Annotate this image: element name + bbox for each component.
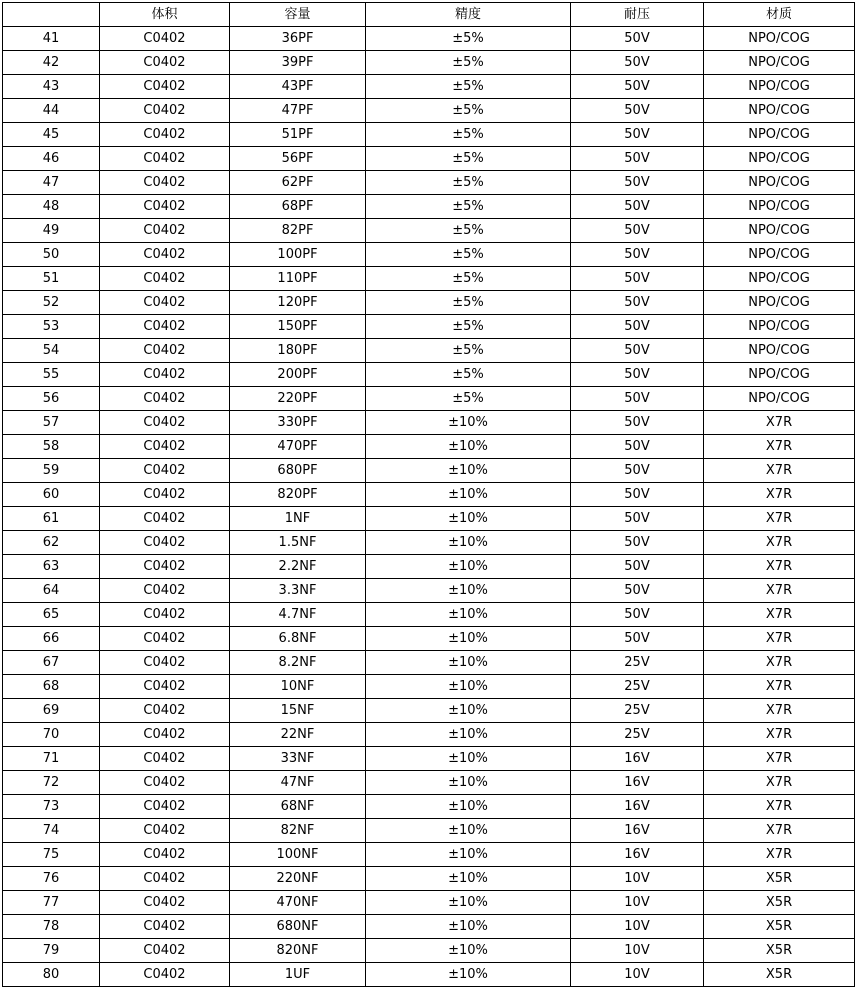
cell-size: C0402 [100,771,230,795]
cell-index: 59 [3,459,100,483]
table-row [3,939,855,963]
cell-size: C0402 [100,123,230,147]
cell-tolerance: ±5% [366,315,571,339]
cell-tolerance: ±10% [366,651,571,675]
cell-tolerance: ±10% [366,963,571,987]
cell-material: X7R [704,627,855,651]
cell-index: 62 [3,531,100,555]
cell-capacitance: 33NF [230,747,366,771]
cell-index: 75 [3,843,100,867]
cell-index: 42 [3,51,100,75]
cell-tolerance: ±10% [366,771,571,795]
cell-material: X7R [704,507,855,531]
cell-size: C0402 [100,555,230,579]
cell-voltage: 16V [571,795,704,819]
cell-tolerance: ±5% [366,363,571,387]
cell-index: 44 [3,99,100,123]
cell-tolerance: ±5% [366,195,571,219]
table-row [3,747,855,771]
cell-size: C0402 [100,363,230,387]
cell-material: X7R [704,747,855,771]
cell-capacitance: 68NF [230,795,366,819]
cell-material: X7R [704,531,855,555]
cell-size: C0402 [100,915,230,939]
cell-index: 57 [3,411,100,435]
cell-capacitance: 470NF [230,891,366,915]
table-row [3,435,855,459]
cell-capacitance: 1.5NF [230,531,366,555]
cell-index: 68 [3,675,100,699]
cell-index: 49 [3,219,100,243]
cell-size: C0402 [100,723,230,747]
cell-index: 43 [3,75,100,99]
cell-size: C0402 [100,387,230,411]
cell-voltage: 50V [571,243,704,267]
cell-index: 53 [3,315,100,339]
cell-tolerance: ±10% [366,747,571,771]
cell-size: C0402 [100,819,230,843]
cell-capacitance: 39PF [230,51,366,75]
cell-size: C0402 [100,531,230,555]
cell-capacitance: 100NF [230,843,366,867]
cell-tolerance: ±10% [366,915,571,939]
header-row [3,3,855,27]
cell-material: NPO/COG [704,339,855,363]
cell-voltage: 10V [571,963,704,987]
cell-tolerance: ±5% [366,147,571,171]
table-row [3,843,855,867]
cell-tolerance: ±10% [366,459,571,483]
header-index [3,3,100,27]
cell-voltage: 10V [571,891,704,915]
cell-index: 76 [3,867,100,891]
cell-voltage: 50V [571,459,704,483]
cell-material: NPO/COG [704,147,855,171]
cell-voltage: 50V [571,267,704,291]
cell-voltage: 50V [571,507,704,531]
cell-material: NPO/COG [704,363,855,387]
cell-tolerance: ±5% [366,267,571,291]
cell-material: X7R [704,555,855,579]
cell-size: C0402 [100,243,230,267]
cell-capacitance: 330PF [230,411,366,435]
cell-material: X7R [704,435,855,459]
cell-size: C0402 [100,411,230,435]
cell-capacitance: 2.2NF [230,555,366,579]
cell-capacitance: 36PF [230,27,366,51]
cell-capacitance: 62PF [230,171,366,195]
cell-material: NPO/COG [704,51,855,75]
cell-material: X7R [704,699,855,723]
table-row [3,531,855,555]
cell-size: C0402 [100,315,230,339]
cell-size: C0402 [100,147,230,171]
cell-tolerance: ±5% [366,243,571,267]
header-voltage: 耐压 [571,3,704,27]
cell-index: 66 [3,627,100,651]
cell-material: X7R [704,723,855,747]
cell-size: C0402 [100,99,230,123]
cell-capacitance: 8.2NF [230,651,366,675]
cell-size: C0402 [100,867,230,891]
cell-size: C0402 [100,843,230,867]
cell-tolerance: ±10% [366,795,571,819]
cell-tolerance: ±10% [366,411,571,435]
cell-tolerance: ±5% [366,27,571,51]
cell-voltage: 50V [571,99,704,123]
cell-voltage: 50V [571,171,704,195]
table-row [3,651,855,675]
cell-tolerance: ±5% [366,339,571,363]
cell-index: 69 [3,699,100,723]
cell-voltage: 50V [571,51,704,75]
capacitor-spec-table [2,2,855,987]
cell-material: NPO/COG [704,267,855,291]
cell-capacitance: 82NF [230,819,366,843]
cell-index: 55 [3,363,100,387]
table-row [3,699,855,723]
cell-tolerance: ±5% [366,99,571,123]
cell-tolerance: ±10% [366,435,571,459]
cell-voltage: 16V [571,747,704,771]
table-row [3,75,855,99]
cell-size: C0402 [100,675,230,699]
table-row [3,123,855,147]
table-row [3,339,855,363]
cell-voltage: 50V [571,339,704,363]
cell-index: 52 [3,291,100,315]
cell-size: C0402 [100,75,230,99]
cell-material: NPO/COG [704,75,855,99]
cell-capacitance: 47PF [230,99,366,123]
cell-material: X7R [704,459,855,483]
cell-tolerance: ±10% [366,867,571,891]
cell-capacitance: 470PF [230,435,366,459]
cell-tolerance: ±10% [366,507,571,531]
cell-index: 70 [3,723,100,747]
cell-tolerance: ±10% [366,579,571,603]
cell-material: NPO/COG [704,99,855,123]
cell-size: C0402 [100,51,230,75]
cell-capacitance: 680NF [230,915,366,939]
cell-material: X7R [704,603,855,627]
cell-tolerance: ±5% [366,219,571,243]
cell-index: 54 [3,339,100,363]
cell-capacitance: 56PF [230,147,366,171]
table-row [3,411,855,435]
cell-material: X5R [704,867,855,891]
cell-index: 67 [3,651,100,675]
cell-voltage: 50V [571,315,704,339]
cell-tolerance: ±5% [366,171,571,195]
cell-voltage: 50V [571,147,704,171]
cell-voltage: 50V [571,531,704,555]
cell-tolerance: ±10% [366,483,571,507]
cell-index: 60 [3,483,100,507]
cell-tolerance: ±5% [366,75,571,99]
cell-size: C0402 [100,699,230,723]
table-row [3,771,855,795]
cell-voltage: 50V [571,219,704,243]
cell-voltage: 50V [571,27,704,51]
cell-material: X7R [704,651,855,675]
cell-voltage: 10V [571,915,704,939]
cell-tolerance: ±10% [366,603,571,627]
cell-size: C0402 [100,507,230,531]
cell-capacitance: 110PF [230,267,366,291]
cell-index: 46 [3,147,100,171]
cell-voltage: 25V [571,699,704,723]
cell-voltage: 25V [571,675,704,699]
cell-material: X7R [704,795,855,819]
table-row [3,459,855,483]
cell-tolerance: ±5% [366,123,571,147]
cell-material: X7R [704,675,855,699]
cell-material: NPO/COG [704,243,855,267]
cell-material: X5R [704,963,855,987]
cell-index: 78 [3,915,100,939]
header-tolerance: 精度 [366,3,571,27]
cell-voltage: 50V [571,195,704,219]
cell-size: C0402 [100,891,230,915]
table-row [3,171,855,195]
table-row [3,315,855,339]
cell-voltage: 50V [571,411,704,435]
cell-capacitance: 3.3NF [230,579,366,603]
cell-tolerance: ±10% [366,891,571,915]
table-row [3,675,855,699]
cell-size: C0402 [100,483,230,507]
cell-material: NPO/COG [704,219,855,243]
cell-index: 71 [3,747,100,771]
cell-voltage: 10V [571,939,704,963]
cell-voltage: 25V [571,651,704,675]
cell-material: X7R [704,411,855,435]
cell-capacitance: 820NF [230,939,366,963]
cell-index: 65 [3,603,100,627]
cell-capacitance: 150PF [230,315,366,339]
cell-material: NPO/COG [704,27,855,51]
cell-size: C0402 [100,171,230,195]
header-capacitance: 容量 [230,3,366,27]
cell-tolerance: ±5% [366,387,571,411]
table-row [3,483,855,507]
table-row [3,147,855,171]
table-row [3,819,855,843]
cell-capacitance: 22NF [230,723,366,747]
cell-index: 73 [3,795,100,819]
table-row [3,195,855,219]
cell-material: X7R [704,819,855,843]
cell-size: C0402 [100,795,230,819]
cell-size: C0402 [100,747,230,771]
cell-size: C0402 [100,939,230,963]
cell-index: 41 [3,27,100,51]
cell-voltage: 10V [571,867,704,891]
cell-capacitance: 220NF [230,867,366,891]
cell-voltage: 50V [571,363,704,387]
cell-index: 61 [3,507,100,531]
cell-capacitance: 10NF [230,675,366,699]
table-row [3,963,855,987]
cell-capacitance: 6.8NF [230,627,366,651]
cell-size: C0402 [100,339,230,363]
cell-capacitance: 47NF [230,771,366,795]
cell-material: X7R [704,843,855,867]
table-row [3,603,855,627]
cell-tolerance: ±10% [366,939,571,963]
table-row [3,891,855,915]
cell-voltage: 50V [571,603,704,627]
table-row [3,51,855,75]
cell-index: 50 [3,243,100,267]
cell-material: X7R [704,771,855,795]
cell-capacitance: 180PF [230,339,366,363]
cell-capacitance: 51PF [230,123,366,147]
table-row [3,387,855,411]
cell-tolerance: ±10% [366,699,571,723]
cell-material: NPO/COG [704,123,855,147]
cell-index: 64 [3,579,100,603]
cell-capacitance: 43PF [230,75,366,99]
cell-capacitance: 15NF [230,699,366,723]
cell-index: 47 [3,171,100,195]
header-material: 材质 [704,3,855,27]
table-row [3,507,855,531]
cell-voltage: 50V [571,483,704,507]
cell-tolerance: ±5% [366,51,571,75]
cell-size: C0402 [100,435,230,459]
cell-size: C0402 [100,27,230,51]
table-row [3,291,855,315]
cell-capacitance: 680PF [230,459,366,483]
cell-size: C0402 [100,459,230,483]
cell-capacitance: 220PF [230,387,366,411]
cell-capacitance: 1UF [230,963,366,987]
cell-index: 56 [3,387,100,411]
table-row [3,579,855,603]
cell-capacitance: 200PF [230,363,366,387]
table-row [3,243,855,267]
cell-tolerance: ±10% [366,723,571,747]
cell-index: 80 [3,963,100,987]
cell-index: 51 [3,267,100,291]
cell-voltage: 50V [571,75,704,99]
table-row [3,627,855,651]
cell-material: X7R [704,483,855,507]
header-size: 体积 [100,3,230,27]
cell-capacitance: 1NF [230,507,366,531]
cell-size: C0402 [100,579,230,603]
cell-index: 77 [3,891,100,915]
table-body [3,27,855,987]
cell-size: C0402 [100,219,230,243]
cell-material: NPO/COG [704,387,855,411]
cell-voltage: 50V [571,579,704,603]
table-row [3,267,855,291]
cell-index: 79 [3,939,100,963]
table-row [3,99,855,123]
cell-voltage: 50V [571,123,704,147]
cell-voltage: 50V [571,387,704,411]
cell-voltage: 16V [571,771,704,795]
cell-size: C0402 [100,195,230,219]
cell-capacitance: 820PF [230,483,366,507]
cell-size: C0402 [100,963,230,987]
table-row [3,219,855,243]
cell-tolerance: ±10% [366,627,571,651]
cell-material: NPO/COG [704,195,855,219]
cell-index: 45 [3,123,100,147]
cell-tolerance: ±10% [366,819,571,843]
cell-voltage: 50V [571,435,704,459]
cell-voltage: 50V [571,555,704,579]
table-row [3,867,855,891]
cell-index: 74 [3,819,100,843]
cell-material: NPO/COG [704,291,855,315]
cell-material: NPO/COG [704,315,855,339]
cell-size: C0402 [100,627,230,651]
cell-capacitance: 68PF [230,195,366,219]
cell-voltage: 25V [571,723,704,747]
table-row [3,723,855,747]
cell-material: X5R [704,915,855,939]
cell-capacitance: 82PF [230,219,366,243]
cell-voltage: 50V [571,627,704,651]
cell-index: 63 [3,555,100,579]
cell-tolerance: ±10% [366,531,571,555]
cell-material: X5R [704,939,855,963]
cell-size: C0402 [100,651,230,675]
cell-tolerance: ±5% [366,291,571,315]
cell-size: C0402 [100,267,230,291]
cell-capacitance: 120PF [230,291,366,315]
cell-capacitance: 4.7NF [230,603,366,627]
table-row [3,555,855,579]
table-row [3,363,855,387]
cell-material: X7R [704,579,855,603]
cell-material: X5R [704,891,855,915]
cell-voltage: 16V [571,843,704,867]
cell-index: 48 [3,195,100,219]
cell-index: 72 [3,771,100,795]
table-row [3,795,855,819]
cell-tolerance: ±10% [366,675,571,699]
cell-tolerance: ±10% [366,843,571,867]
cell-tolerance: ±10% [366,555,571,579]
cell-size: C0402 [100,291,230,315]
cell-index: 58 [3,435,100,459]
cell-voltage: 16V [571,819,704,843]
table-row [3,915,855,939]
cell-capacitance: 100PF [230,243,366,267]
cell-size: C0402 [100,603,230,627]
cell-material: NPO/COG [704,171,855,195]
cell-voltage: 50V [571,291,704,315]
table-row [3,27,855,51]
